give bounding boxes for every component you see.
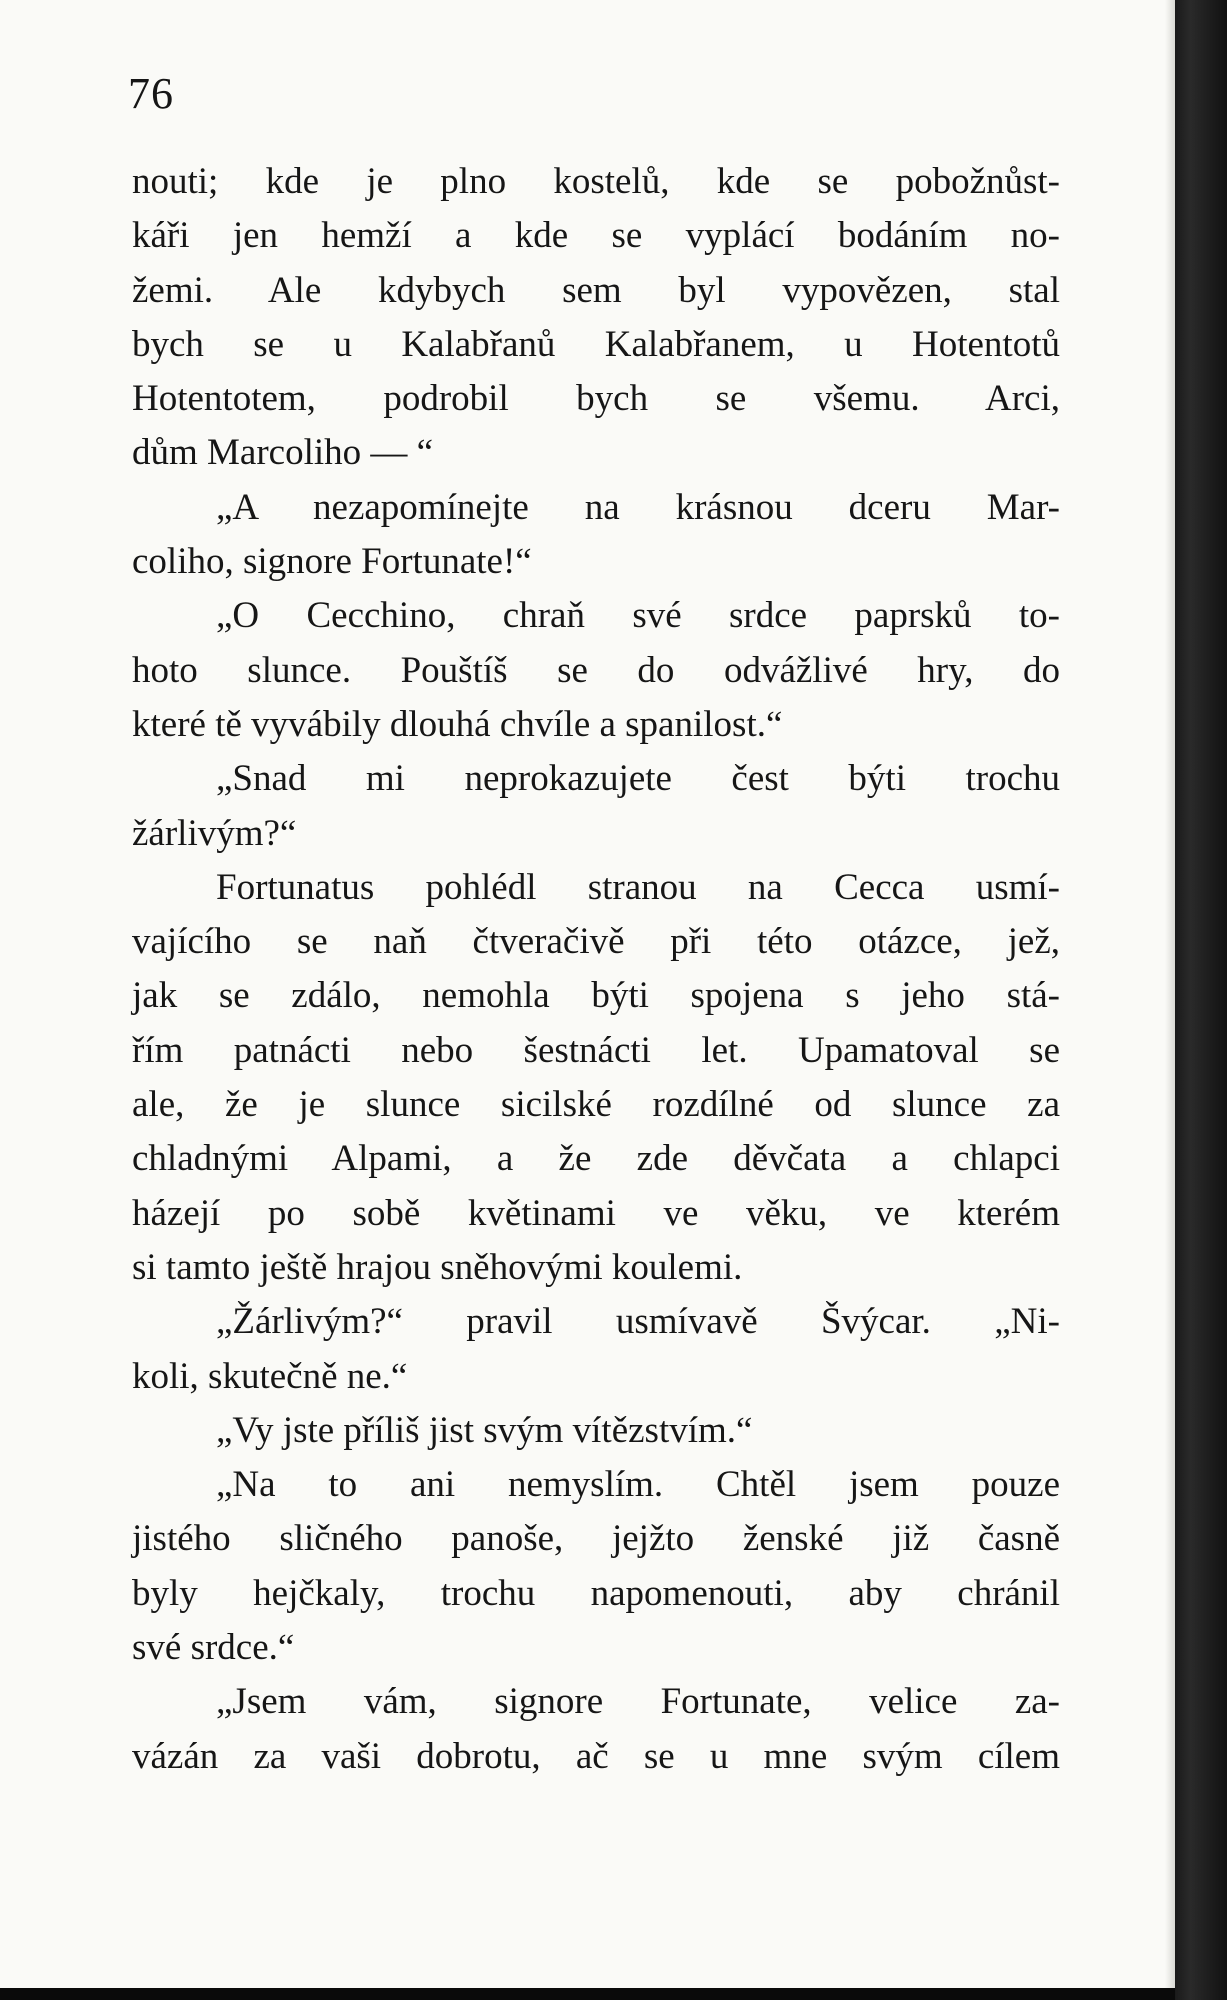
text-line: dům Marcoliho — “ [132,432,434,474]
text-line: jistého sličného panoše, jejžto ženské již časně [132,1518,1060,1560]
text-line: coliho, signore Fortunate!“ [132,541,532,583]
text-line: řím patnácti nebo šestnácti let. Upamatoval se [132,1029,1060,1071]
text-line: káři jen hemží a kde se vyplácí bodáním no- [132,215,1060,257]
text-line: chladnými Alpami, a že zde děvčata a chlapci [132,1138,1060,1180]
text-line: vajícího se naň čtveračivě při této otázce, jež, [132,921,1060,963]
text-line: žemi. Ale kdybych sem byl vypovězen, stal [132,269,1060,311]
text-line: koli, skutečně ne.“ [132,1355,408,1397]
book-binding-gutter [1175,0,1227,2000]
text-line: „Vy jste příliš jist svým vítězstvím.“ [216,1409,753,1451]
text-line: „Na to ani nemyslím. Chtěl jsem pouze [216,1464,1060,1506]
text-line: vázán za vaši dobrotu, ač se u mne svým cílem [132,1735,1060,1777]
text-line: házejí po sobě květinami ve věku, ve kterém [132,1192,1060,1234]
text-line: „Jsem vám, signore Fortunate, velice za- [216,1681,1060,1723]
text-line: Fortunatus pohlédl stranou na Cecca usmí- [216,866,1060,908]
text-line: „Snad mi neprokazujete čest býti trochu [216,758,1060,800]
text-line: ale, že je slunce sicilské rozdílné od slunce za [132,1084,1060,1126]
text-line: si tamto ještě hrajou sněhovými koulemi. [132,1246,743,1288]
text-line: „O Cecchino, chraň své srdce paprsků to- [216,595,1060,637]
text-line: „A nezapomínejte na krásnou dceru Mar- [216,486,1060,528]
page-edge-shadow [1165,0,1175,1988]
text-line: jak se zdálo, nemohla býti spojena s jeho stá- [132,975,1060,1017]
body-text [132,155,1060,1784]
page-number: 76 [128,69,174,118]
text-line: byly hejčkaly, trochu napomenouti, aby chránil [132,1572,1060,1614]
text-line: své srdce.“ [132,1627,295,1669]
text-line: „Žárlivým?“ pravil usmívavě Švýcar. „Ni- [216,1301,1060,1343]
text-line: bych se u Kalabřanů Kalabřanem, u Hotentotů [132,323,1060,365]
text-line: hoto slunce. Pouštíš se do odvážlivé hry, do [132,649,1060,691]
text-line: které tě vyvábily dlouhá chvíle a spanilost.“ [132,703,783,745]
text-line: nouti; kde je plno kostelů, kde se pobožnůst- [132,161,1060,202]
text-line: žárlivým?“ [132,812,297,854]
text-line: Hotentotem, podrobil bych se všemu. Arci, [132,378,1060,420]
